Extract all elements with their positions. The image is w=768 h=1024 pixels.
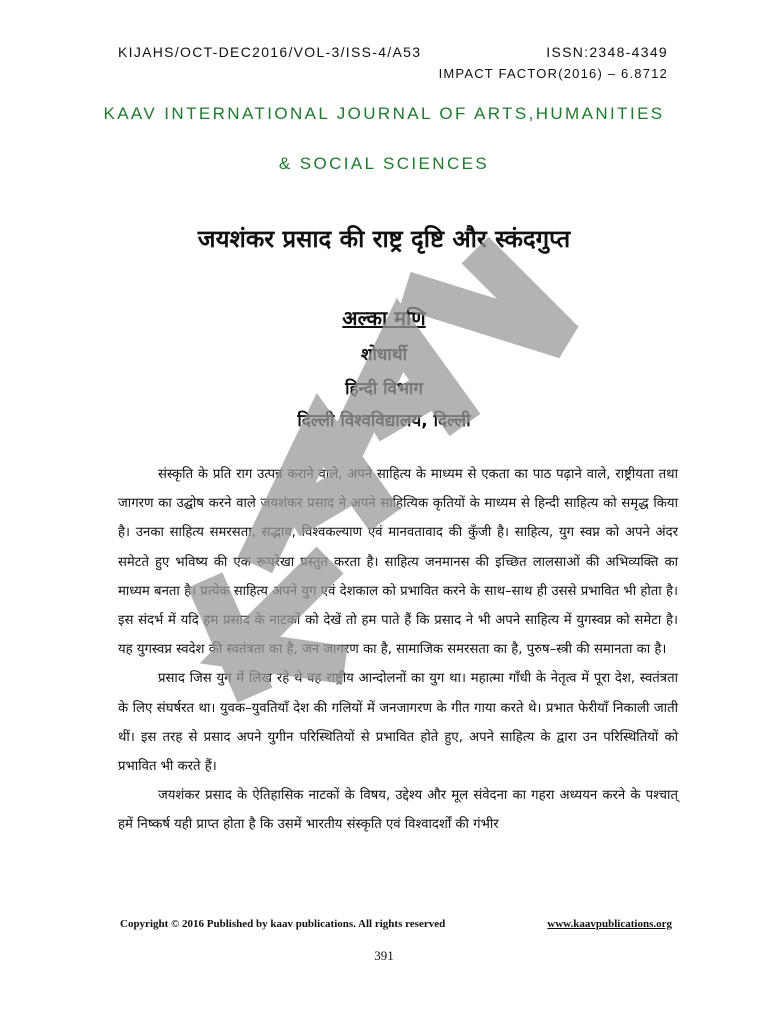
journal-name-line2: & SOCIAL SCIENCES [278,154,490,173]
journal-name-line1: KAAV INTERNATIONAL JOURNAL OF ARTS,HUMANITIES [103,104,665,123]
author-university: दिल्ली विश्वविद्यालय, दिल्ली [297,411,471,431]
author-department: हिन्दी विभाग [345,379,423,399]
impact-factor: IMPACT FACTOR(2016) – 6.8712 [438,66,668,81]
author-name: अल्का मणि [342,306,426,330]
article-title: जयशंकर प्रसाद की राष्ट्र दृष्टि और स्कंदगुप्त [197,225,571,253]
author-role: शोधार्थी [360,345,408,365]
paragraph-2: प्रसाद जिस युग में लिख रहे थे वह राष्ट्रीय आन्दोलनों का युग था। महात्मा गाँधी के नेतृत्व में पूरा देश, स्वतंत्रता के लिए संघर्षरत था। युवक–युवतियाँ देश की गलियों में जनजागरण के गीत गाया करते थे। प्रभात फेरीयाँ निकाली जाती थीं। इस तरह से प्रसाद अपने युगीन परिस्थितियों से प्रभावित होते हुए, अपने साहित्य के द्वारा उन परिस्थितियों को प्रभावित भी करते हैं। [118,671,678,775]
paragraph-3: जयशंकर प्रसाद के ऐतिहासिक नाटकों के विषय, उद्देश्य और मूल संवेदना का गहरा अध्ययन करने के पश्चात् हमें निष्कर्ष यही प्राप्त होता है कि उसमें भारतीय संस्कृति एवं विश्वादर्शों की गंभीर [118,788,678,833]
paragraph-1: संस्कृति के प्रति राग उत्पन्न कराने वाले, अपने साहित्य के माध्यम से एकता का पाठ पढ़ाने वाले, राष्ट्रीयता तथा जागरण का उद्घोष करने वाले जयशंकर प्रसाद ने अपने साहित्यिक कृतियों के माध्यम से हिन्दी साहित्य को समृद्ध किया है। उनका साहित्य समरसता, सद्भाव, विश्वकल्याण एवं मानवतावाद की कुँजी है। साहित्य, युग स्वप्न को अपने अंदर समेटते हुए भविष्य की एक रूपरेखा प्रस्तुत करता है। साहित्य जनमानस की इच्छित लालसाओं की अभिव्यक्ति का माध्यम बनता है। प्रत्येक साहित्य अपने युग एवं देशकाल को प्रभावित करने के साथ–साथ ही उससे प्रभावित भी होता है। इस संदर्भ में यदि हम प्रसाद के नाटकों को देखें तो हम पाते हैं कि प्रसाद ने भी अपने साहित्य में युगस्वप्न को समेटा है। यह युगस्वप्न स्वदेश की स्वतंत्रता का है, जन जागरण का है, सामाजिक समरसता का है, पुरुष–स्त्री की समानता का है। [118,467,678,658]
running-header-citation: KIJAHS/OCT-DEC2016/VOL-3/ISS-4/A53 [118,44,422,60]
publisher-website-link[interactable]: www.kaavpublications.org [547,918,672,930]
page-number: 391 [374,948,394,963]
issn: ISSN:2348-4349 [546,44,668,60]
article-body [118,460,678,840]
copyright-notice: Copyright © 2016 Published by kaav publications. All rights reserved [120,918,446,930]
